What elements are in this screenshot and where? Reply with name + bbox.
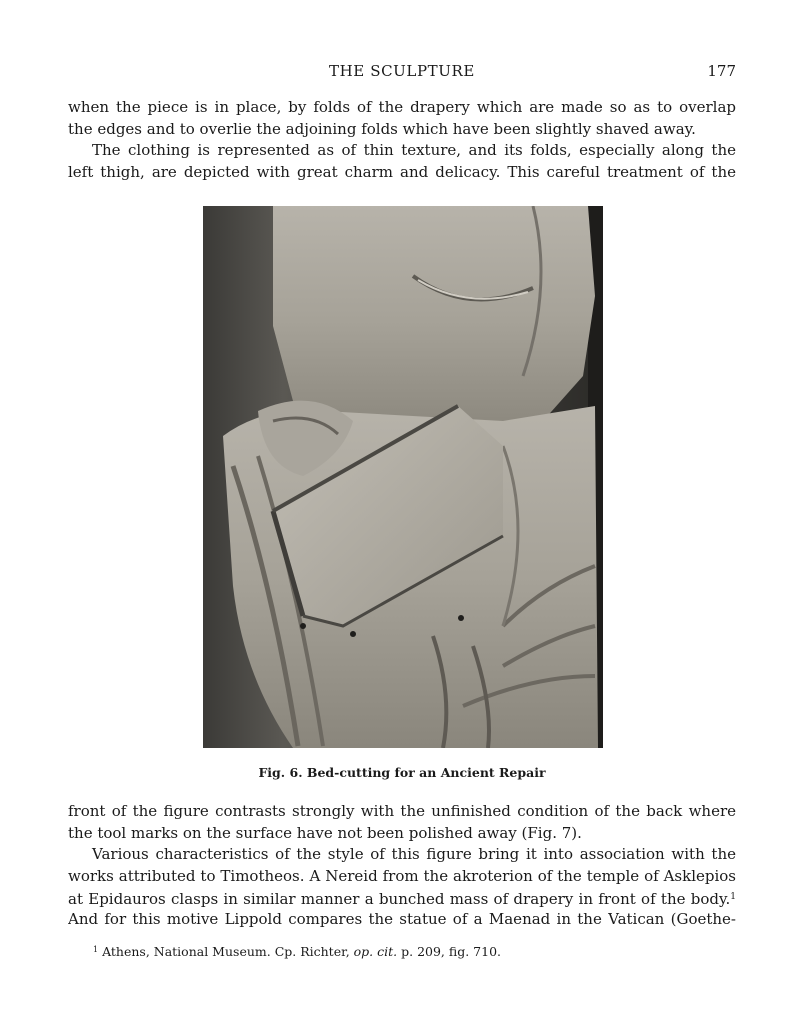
text-line: The clothing is represented as of thin texture, and its folds, especially along the (92, 141, 736, 159)
text-line: Various characteristics of the style of this figure bring it into association with the (92, 845, 736, 863)
text-line-content: at Epidauros clasps in similar manner a bunched mass of drapery in front of the body. (68, 890, 731, 908)
text-line: when the piece is in place, by folds of the drapery which are made so as to overlap (68, 98, 736, 116)
text-line: And for this motive Lippold compares the statue of a Maenad in the Vatican (Goethe- (68, 909, 736, 928)
text-line: front of the figure contrasts strongly with the unfinished condition of the back where (68, 802, 736, 820)
text-line: the tool marks on the surface have not been polished away (Fig. 7). (68, 823, 582, 842)
text-line: works attributed to Timotheos. A Nereid from the akroterion of the temple of Asklepios (68, 866, 736, 885)
bottom-text-block (68, 801, 736, 930)
footnote-italic: op. cit. (353, 944, 398, 959)
text-line: the edges and to overlie the adjoining folds which have been slightly shaved away. (68, 119, 696, 138)
sculpture-photograph (203, 206, 603, 748)
footnote-reference: 1 (730, 892, 736, 902)
footnote (93, 944, 733, 959)
footnote-marker: 1 (93, 945, 99, 954)
running-title: THE SCULPTURE (329, 62, 475, 80)
page-number: 177 (707, 62, 736, 80)
text-line: left thigh, are depicted with great charm and delicacy. This careful treatment of the (68, 162, 736, 181)
text-line (68, 887, 736, 909)
running-head (68, 62, 736, 84)
figure-caption: Fig. 6. Bed-cutting for an Ancient Repair (258, 765, 546, 780)
footnote-text-end: p. 209, fig. 710. (401, 944, 501, 959)
footnote-text: Athens, National Museum. Cp. Richter, (102, 944, 350, 959)
top-text-block (68, 97, 736, 183)
